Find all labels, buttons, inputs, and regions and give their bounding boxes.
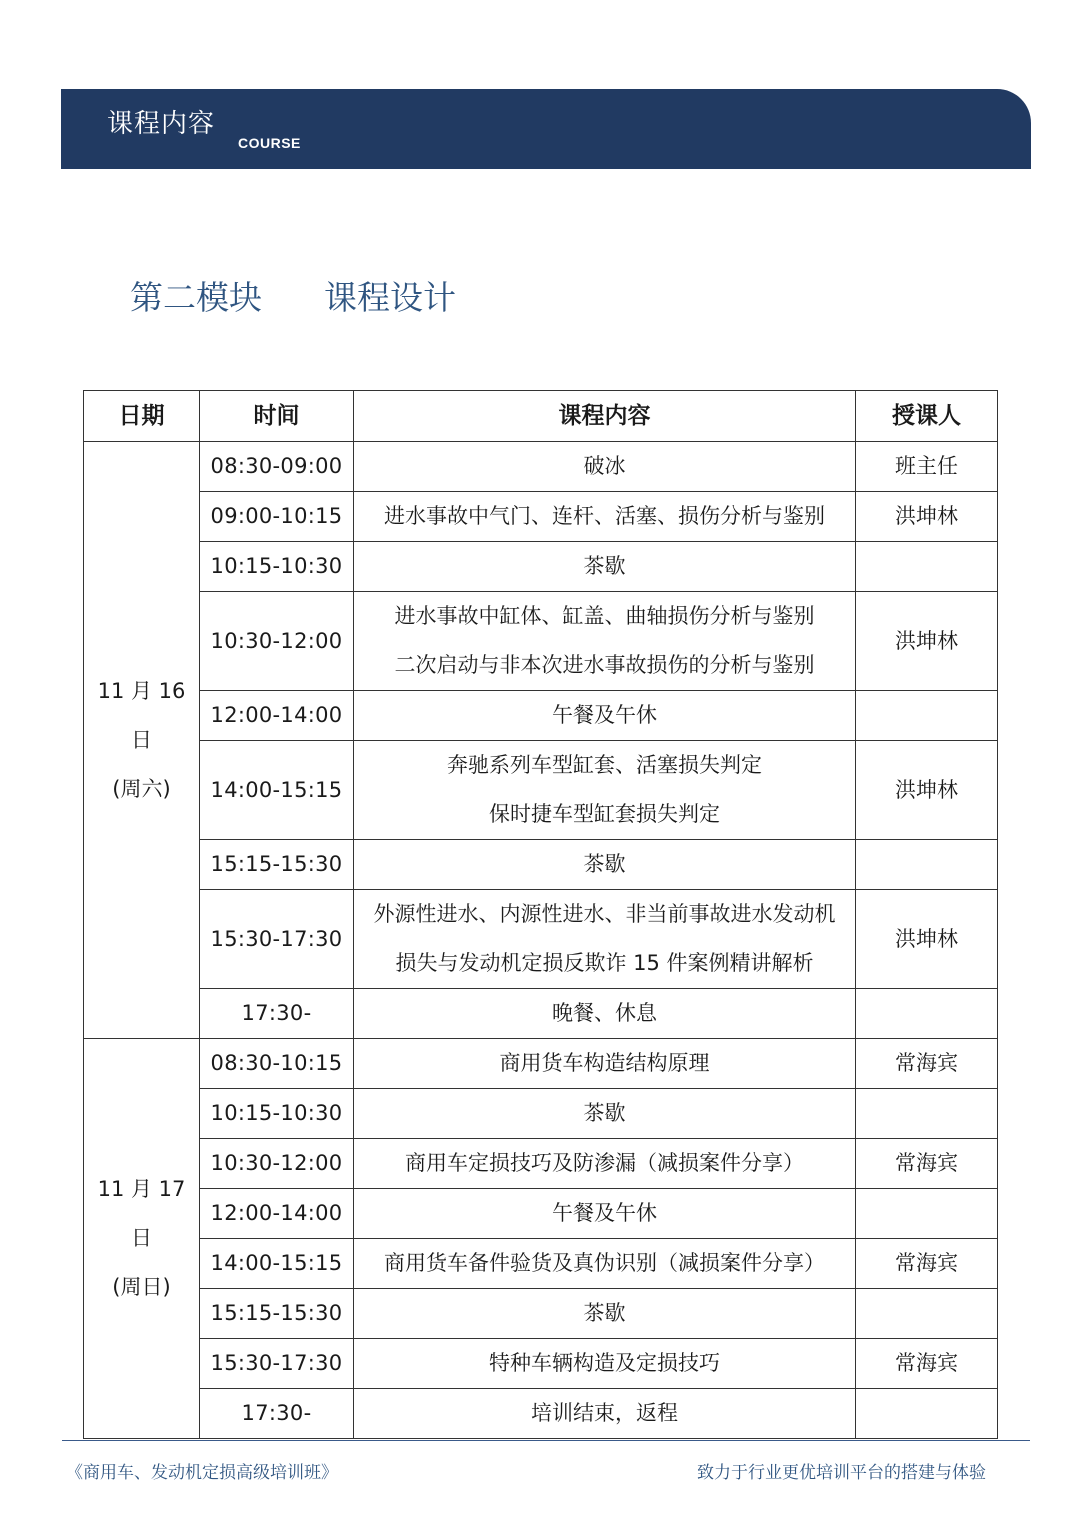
table-row — [84, 890, 998, 989]
table-row — [84, 492, 998, 542]
teacher-cell: 洪坤林 — [856, 741, 998, 840]
teacher-cell — [856, 840, 998, 890]
date-line: 日 — [131, 727, 152, 752]
content-line: 午餐及午休 — [552, 703, 657, 727]
teacher-cell — [856, 1089, 998, 1139]
content-line: 商用货车备件验货及真伪识别（减损案件分享） — [384, 1251, 825, 1275]
time-cell: 12:00-14:00 — [200, 1189, 354, 1239]
table-row — [84, 1389, 998, 1439]
column-header-date: 日期 — [84, 391, 200, 442]
content-line: 茶歇 — [583, 1301, 626, 1325]
content-cell — [354, 1039, 856, 1089]
table-row — [84, 542, 998, 592]
teacher-cell — [856, 1189, 998, 1239]
header-banner — [61, 89, 1031, 169]
table-row — [84, 442, 998, 492]
module-heading — [130, 272, 456, 316]
content-line: 进水事故中缸体、缸盖、曲轴损伤分析与鉴别 — [394, 604, 815, 628]
time-cell: 17:30- — [200, 989, 354, 1039]
date-line: 11 月 17 — [97, 1177, 186, 1201]
content-line: 茶歇 — [583, 1101, 626, 1125]
content-line: 保时捷车型缸套损失判定 — [489, 802, 720, 826]
table-row — [84, 1339, 998, 1389]
content-line: 损失与发动机定损反欺诈 15 件案例精讲解析 — [395, 951, 814, 975]
date-line: (周六) — [112, 776, 171, 801]
time-cell: 15:30-17:30 — [200, 890, 354, 989]
content-line: 二次启动与非本次进水事故损伤的分析与鉴别 — [394, 653, 815, 677]
content-line: 奔驰系列车型缸套、活塞损失判定 — [447, 753, 762, 777]
content-cell — [354, 592, 856, 691]
teacher-cell: 常海宾 — [856, 1139, 998, 1189]
time-cell: 08:30-09:00 — [200, 442, 354, 492]
content-line: 商用货车构造结构原理 — [499, 1051, 710, 1075]
table-row — [84, 1289, 998, 1339]
content-cell — [354, 890, 856, 989]
time-cell: 15:15-15:30 — [200, 840, 354, 890]
table-row — [84, 840, 998, 890]
time-cell: 10:15-10:30 — [200, 1089, 354, 1139]
date-cell — [84, 1039, 200, 1439]
content-cell — [354, 691, 856, 741]
content-cell — [354, 1339, 856, 1389]
content-line: 晚餐、休息 — [552, 1001, 657, 1025]
teacher-cell: 洪坤林 — [856, 492, 998, 542]
header-title: 课程内容 — [107, 109, 216, 139]
footer-slogan: 致力于行业更优培训平台的搭建与体验 — [697, 1463, 986, 1483]
teacher-cell: 常海宾 — [856, 1239, 998, 1289]
time-cell: 10:30-12:00 — [200, 592, 354, 691]
time-cell: 15:15-15:30 — [200, 1289, 354, 1339]
column-header-time: 时间 — [200, 391, 354, 442]
teacher-cell — [856, 989, 998, 1039]
teacher-cell: 班主任 — [856, 442, 998, 492]
teacher-cell — [856, 542, 998, 592]
content-line: 外源性进水、内源性进水、非当前事故进水发动机 — [373, 902, 836, 926]
content-cell — [354, 989, 856, 1039]
time-cell: 10:30-12:00 — [200, 1139, 354, 1189]
content-line: 特种车辆构造及定损技巧 — [489, 1351, 720, 1375]
content-cell — [354, 542, 856, 592]
teacher-cell: 洪坤林 — [856, 592, 998, 691]
content-cell — [354, 840, 856, 890]
teacher-cell — [856, 691, 998, 741]
time-cell: 10:15-10:30 — [200, 542, 354, 592]
teacher-cell — [856, 1289, 998, 1339]
schedule-table — [83, 390, 998, 1439]
table-row — [84, 741, 998, 840]
date-line: 11 月 16 — [97, 678, 186, 703]
content-cell — [354, 492, 856, 542]
table-row — [84, 592, 998, 691]
time-cell: 08:30-10:15 — [200, 1039, 354, 1089]
module-title: 课程设计 — [324, 278, 456, 317]
header-subtitle: COURSE — [238, 135, 301, 151]
time-cell: 12:00-14:00 — [200, 691, 354, 741]
table-row — [84, 989, 998, 1039]
schedule-body — [84, 442, 998, 1439]
table-header-row — [84, 391, 998, 442]
content-line: 商用车定损技巧及防渗漏（减损案件分享） — [405, 1151, 804, 1175]
footer-divider — [62, 1440, 1030, 1441]
content-cell — [354, 1289, 856, 1339]
time-cell: 14:00-15:15 — [200, 741, 354, 840]
content-line: 午餐及午休 — [552, 1201, 657, 1225]
table-row — [84, 1089, 998, 1139]
teacher-cell: 常海宾 — [856, 1339, 998, 1389]
content-cell — [354, 1139, 856, 1189]
content-line: 培训结束，返程 — [531, 1401, 678, 1425]
table-row — [84, 1189, 998, 1239]
date-cell — [84, 442, 200, 1039]
column-header-content: 课程内容 — [354, 391, 856, 442]
content-cell — [354, 741, 856, 840]
time-cell: 15:30-17:30 — [200, 1339, 354, 1389]
content-cell — [354, 1239, 856, 1289]
table-row — [84, 1239, 998, 1289]
module-label: 第二模块 — [130, 278, 262, 317]
table-row — [84, 691, 998, 741]
table-row — [84, 1039, 998, 1089]
teacher-cell: 洪坤林 — [856, 890, 998, 989]
time-cell: 14:00-15:15 — [200, 1239, 354, 1289]
content-line: 茶歇 — [583, 554, 626, 578]
content-cell — [354, 1389, 856, 1439]
footer-course-name: 《商用车、发动机定损高级培训班》 — [66, 1463, 338, 1483]
content-cell — [354, 1089, 856, 1139]
date-line: 日 — [131, 1226, 152, 1250]
time-cell: 09:00-10:15 — [200, 492, 354, 542]
date-line: (周日) — [112, 1275, 171, 1299]
column-header-teacher: 授课人 — [856, 391, 998, 442]
content-line: 茶歇 — [583, 852, 626, 876]
time-cell: 17:30- — [200, 1389, 354, 1439]
content-cell — [354, 1189, 856, 1239]
content-line: 进水事故中气门、连杆、活塞、损伤分析与鉴别 — [384, 504, 825, 528]
teacher-cell — [856, 1389, 998, 1439]
content-line: 破冰 — [583, 454, 626, 478]
content-cell — [354, 442, 856, 492]
teacher-cell: 常海宾 — [856, 1039, 998, 1089]
table-row — [84, 1139, 998, 1189]
